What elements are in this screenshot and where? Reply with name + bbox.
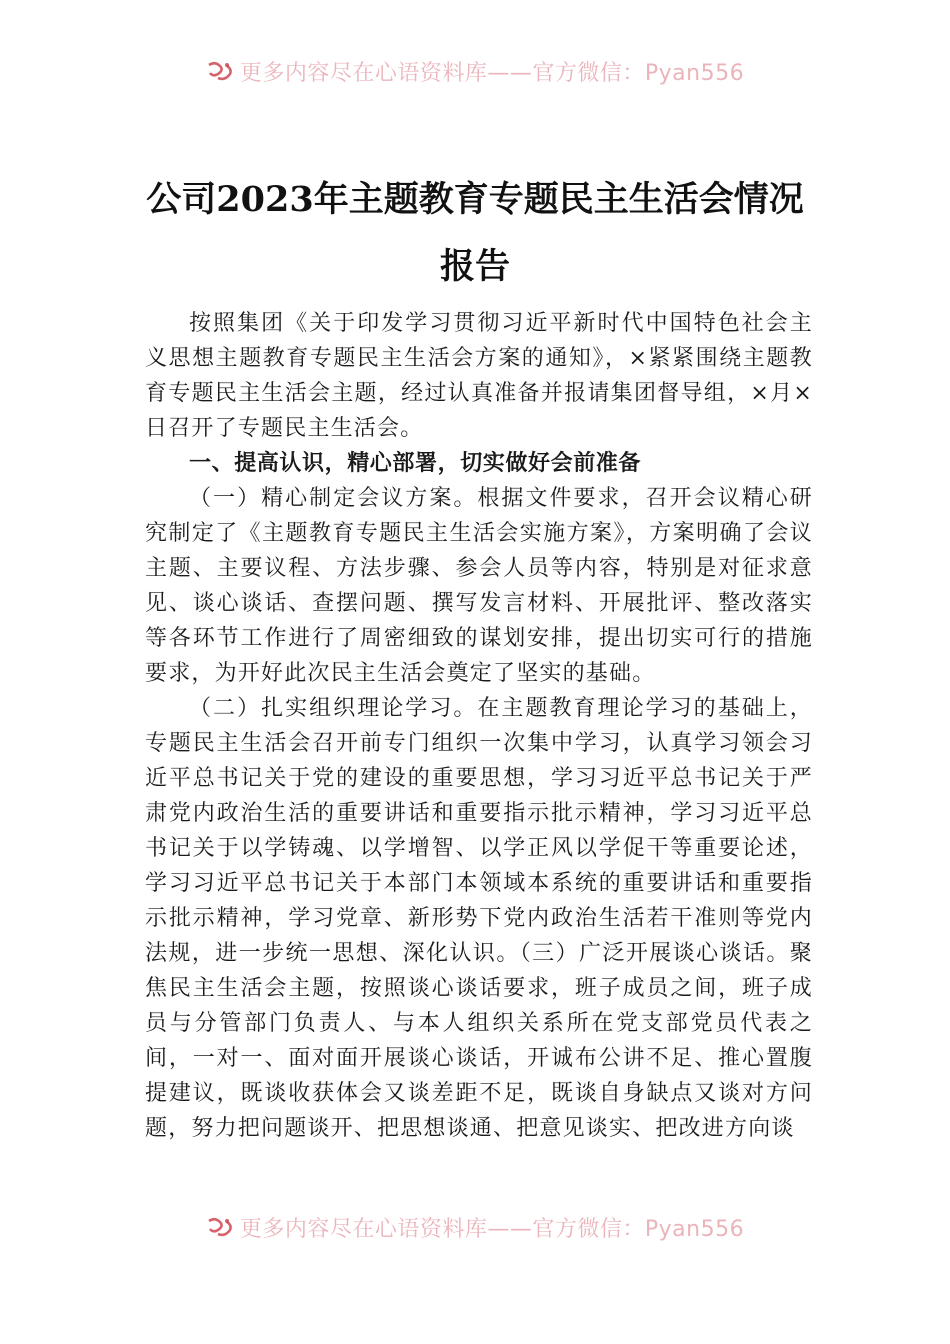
brand-logo-icon bbox=[206, 60, 234, 82]
paragraph-theory-study: （二）扎实组织理论学习。在主题教育理论学习的基础上，专题民主生活会召开前专门组织一次集中学习，认真学习领会习近平总书记关于党的建设的重要思想，学习习近平总书记关于严肃党内政治生活的重要讲话和重要指示批示精神，学习习近平总书记关于以学铸魂、以学增智、以学正风以学促干等重要论述，学习习近平总书记关于本部门本领域本系统的重要讲话和重要指示批示精神，学习党章、新形势下党内政治生活若干准则等党内法规，进一步统一思想、深化认识。（三）广泛开展谈心谈话。聚焦民主生活会主题，按照谈心谈话要求，班子成员之间，班子成员与分管部门负责人、与本人组织关系所在党支部党员代表之间，一对一、面对面开展谈心谈话，开诚布公讲不足、推心置腹提建议，既谈收获体会又谈差距不足，既谈自身缺点又谈对方问题，努力把问题谈开、把思想谈通、把意见谈实、把改进方向谈 bbox=[145, 696, 813, 1141]
watermark-banner-bottom bbox=[0, 1212, 950, 1242]
section-heading-1: 一、提高认识，精心部署，切实做好会前准备 bbox=[189, 451, 642, 476]
watermark-text: 更多内容尽在心语资料库——官方微信：Pyan556 bbox=[239, 60, 745, 86]
document-body bbox=[145, 306, 813, 1146]
watermark-text: 更多内容尽在心语资料库——官方微信：Pyan556 bbox=[239, 1216, 745, 1242]
watermark-banner-top bbox=[0, 56, 950, 86]
brand-logo-icon bbox=[206, 1216, 234, 1238]
paragraph-meeting-plan: （一）精心制定会议方案。根据文件要求，召开会议精心研究制定了《主题教育专题民主生活会实施方案》，方案明确了会议主题、主要议程、方法步骤、参会人员等内容，特别是对征求意见、谈心谈话、查摆问题、撰写发言材料、开展批评、整改落实等各环节工作进行了周密细致的谋划安排，提出切实可行的措施要求，为开好此次民主生活会奠定了坚实的基础。 bbox=[145, 486, 813, 686]
document-title-line-1: 公司2023年主题教育专题民主生活会情况 bbox=[146, 179, 804, 220]
document-title-line-2: 报告 bbox=[439, 246, 510, 287]
intro-paragraph: 按照集团《关于印发学习贯彻习近平新时代中国特色社会主义思想主题教育专题民主生活会方案的通知》，×紧紧围绕主题教育专题民主生活会主题，经过认真准备并报请集团督导组，×月×日召开了专题民主生活会。 bbox=[145, 311, 813, 441]
